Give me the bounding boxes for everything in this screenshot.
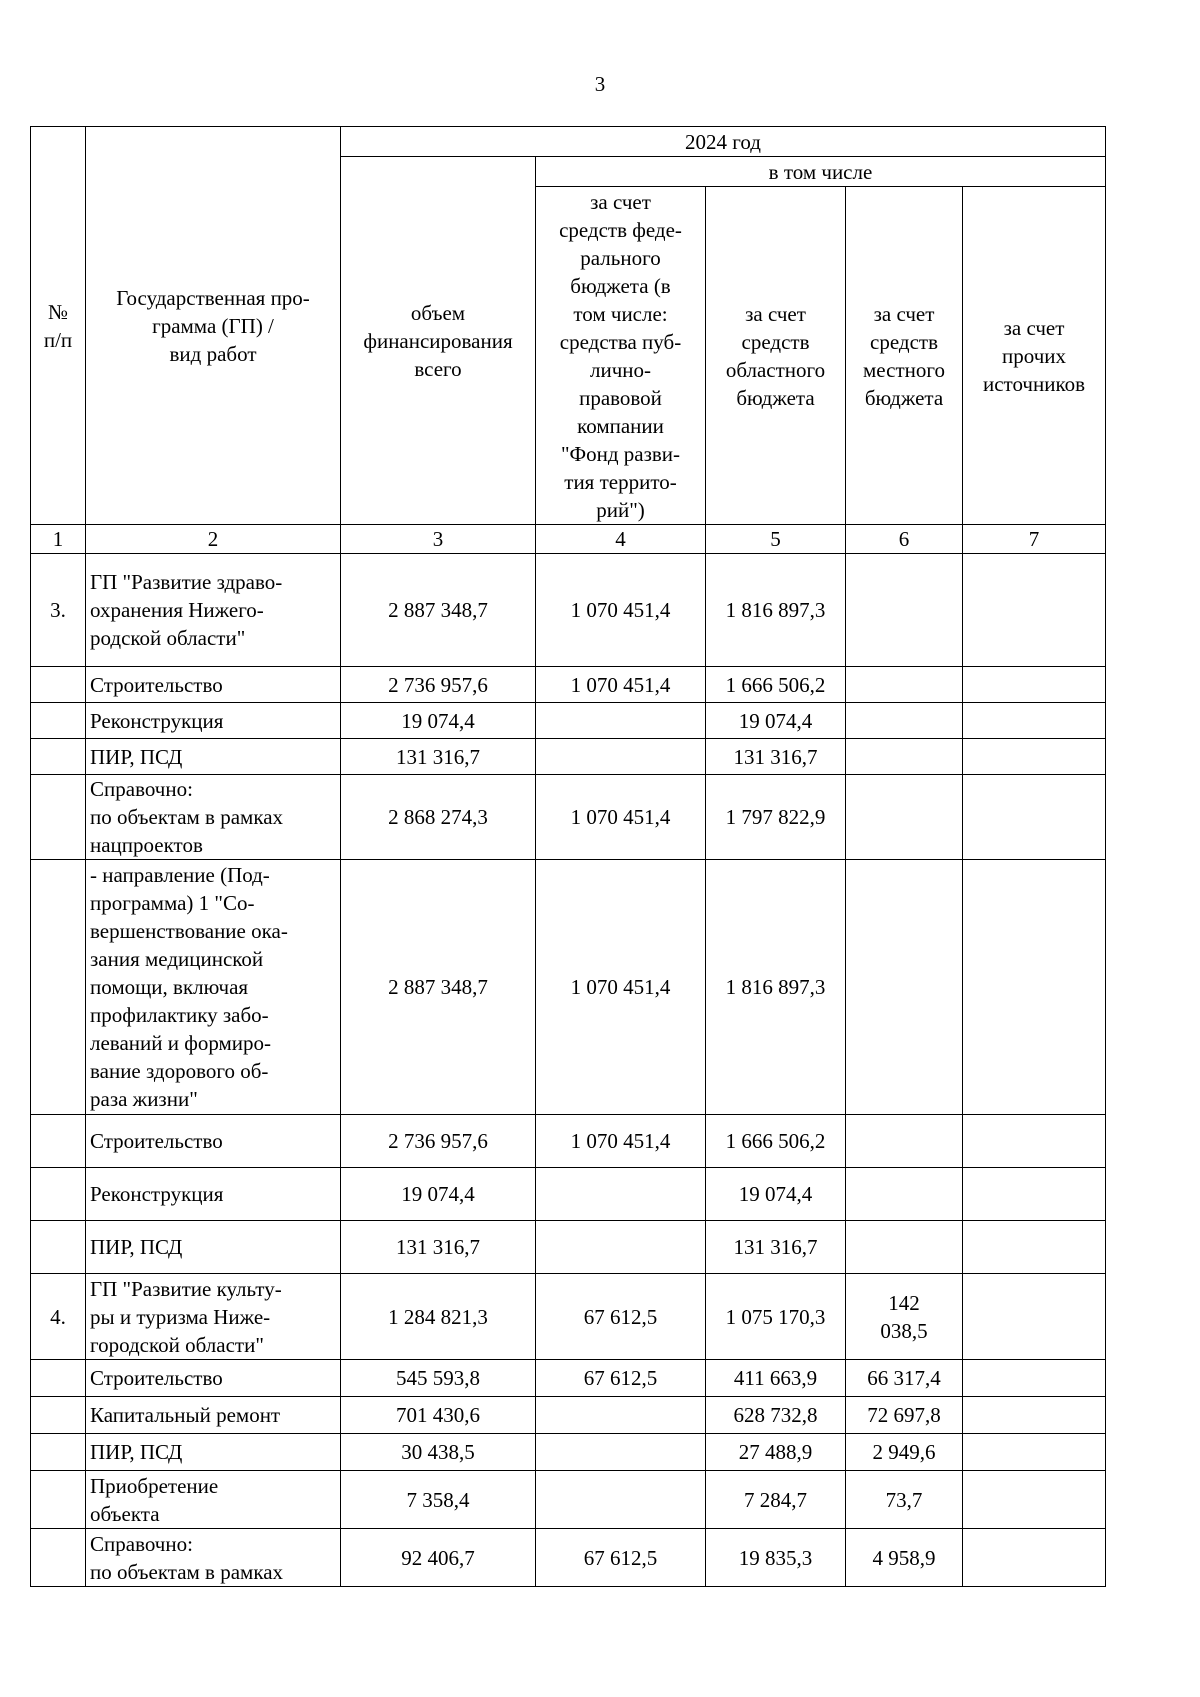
header-year: 2024 год	[341, 127, 1106, 157]
row-total: 30 438,5	[341, 1434, 536, 1471]
row-regional: 1 816 897,3	[706, 554, 846, 667]
row-regional: 131 316,7	[706, 739, 846, 775]
table-row	[31, 1221, 1106, 1274]
table-row	[31, 667, 1106, 703]
row-local: 72 697,8	[846, 1397, 963, 1434]
row-local	[846, 667, 963, 703]
row-local	[846, 554, 963, 667]
row-regional: 628 732,8	[706, 1397, 846, 1434]
row-regional: 411 663,9	[706, 1360, 846, 1397]
row-local	[846, 1221, 963, 1274]
row-other	[963, 739, 1106, 775]
table-row	[31, 860, 1106, 1115]
table-row	[31, 554, 1106, 667]
row-federal: 1 070 451,4	[536, 667, 706, 703]
row-federal: 67 612,5	[536, 1529, 706, 1587]
row-local	[846, 1115, 963, 1168]
row-name: Капитальный ремонт	[86, 1397, 341, 1434]
row-num	[31, 703, 86, 739]
row-num	[31, 860, 86, 1115]
row-num	[31, 1397, 86, 1434]
row-regional: 27 488,9	[706, 1434, 846, 1471]
row-total: 131 316,7	[341, 1221, 536, 1274]
row-name: ГП "Развитие культу- ры и туризма Ниже- городской области"	[86, 1274, 341, 1360]
table-row	[31, 775, 1106, 860]
row-federal	[536, 1168, 706, 1221]
row-total: 92 406,7	[341, 1529, 536, 1587]
row-regional: 1 075 170,3	[706, 1274, 846, 1360]
row-total: 1 284 821,3	[341, 1274, 536, 1360]
row-total: 545 593,8	[341, 1360, 536, 1397]
row-other	[963, 1529, 1106, 1587]
column-number: 3	[341, 525, 536, 554]
row-local: 142 038,5	[846, 1274, 963, 1360]
row-total: 701 430,6	[341, 1397, 536, 1434]
row-local: 2 949,6	[846, 1434, 963, 1471]
table-row	[31, 1115, 1106, 1168]
row-name: Реконструкция	[86, 703, 341, 739]
row-federal	[536, 1397, 706, 1434]
row-num	[31, 1221, 86, 1274]
column-number: 1	[31, 525, 86, 554]
row-name: Справочно: по объектам в рамках	[86, 1529, 341, 1587]
row-local	[846, 739, 963, 775]
row-total: 2 736 957,6	[341, 667, 536, 703]
table-row	[31, 1360, 1106, 1397]
row-name: ПИР, ПСД	[86, 1434, 341, 1471]
row-federal: 1 070 451,4	[536, 1115, 706, 1168]
row-other	[963, 775, 1106, 860]
column-number: 6	[846, 525, 963, 554]
row-total: 2 887 348,7	[341, 554, 536, 667]
row-num	[31, 1471, 86, 1529]
row-num	[31, 1115, 86, 1168]
row-federal	[536, 739, 706, 775]
row-regional: 1 797 822,9	[706, 775, 846, 860]
header-total: объем финансирования всего	[341, 157, 536, 525]
header-local: за счет средств местного бюджета	[846, 187, 963, 525]
column-number: 5	[706, 525, 846, 554]
row-num	[31, 739, 86, 775]
row-regional: 19 074,4	[706, 1168, 846, 1221]
row-other	[963, 1471, 1106, 1529]
row-federal	[536, 703, 706, 739]
row-name: ГП "Развитие здраво- охранения Нижего- родской области"	[86, 554, 341, 667]
row-federal: 1 070 451,4	[536, 860, 706, 1115]
table-row	[31, 1168, 1106, 1221]
row-other	[963, 703, 1106, 739]
row-name: Строительство	[86, 1115, 341, 1168]
row-federal	[536, 1471, 706, 1529]
column-number: 2	[86, 525, 341, 554]
row-other	[963, 1115, 1106, 1168]
header-num: № п/п	[31, 127, 86, 525]
row-other	[963, 1221, 1106, 1274]
row-total: 19 074,4	[341, 1168, 536, 1221]
row-local: 73,7	[846, 1471, 963, 1529]
table-row	[31, 1434, 1106, 1471]
row-num	[31, 1529, 86, 1587]
column-number: 7	[963, 525, 1106, 554]
row-num	[31, 1168, 86, 1221]
table-row	[31, 703, 1106, 739]
row-name: Приобретение объекта	[86, 1471, 341, 1529]
row-regional: 1 816 897,3	[706, 860, 846, 1115]
row-other	[963, 1168, 1106, 1221]
table-row	[31, 1397, 1106, 1434]
row-total: 7 358,4	[341, 1471, 536, 1529]
row-federal: 1 070 451,4	[536, 775, 706, 860]
row-num	[31, 1360, 86, 1397]
row-other	[963, 1360, 1106, 1397]
header-other: за счет прочих источников	[963, 187, 1106, 525]
row-other	[963, 667, 1106, 703]
row-other	[963, 860, 1106, 1115]
budget-table	[30, 126, 1106, 1587]
row-regional: 1 666 506,2	[706, 667, 846, 703]
row-total: 131 316,7	[341, 739, 536, 775]
row-name: Строительство	[86, 1360, 341, 1397]
row-regional: 131 316,7	[706, 1221, 846, 1274]
row-num	[31, 775, 86, 860]
row-other	[963, 554, 1106, 667]
row-federal	[536, 1221, 706, 1274]
header-including: в том числе	[536, 157, 1106, 187]
row-regional: 7 284,7	[706, 1471, 846, 1529]
row-name: Справочно: по объектам в рамках нацпроектов	[86, 775, 341, 860]
page-number: 3	[594, 72, 606, 96]
column-numbers-row	[31, 525, 1106, 554]
table-row	[31, 1529, 1106, 1587]
column-number: 4	[536, 525, 706, 554]
row-num: 4.	[31, 1274, 86, 1360]
row-total: 19 074,4	[341, 703, 536, 739]
row-federal: 67 612,5	[536, 1360, 706, 1397]
header-regional: за счет средств областного бюджета	[706, 187, 846, 525]
row-other	[963, 1397, 1106, 1434]
row-regional: 19 074,4	[706, 703, 846, 739]
row-total: 2 868 274,3	[341, 775, 536, 860]
row-name: ПИР, ПСД	[86, 1221, 341, 1274]
row-regional: 1 666 506,2	[706, 1115, 846, 1168]
row-name: - направление (Под- программа) 1 "Со- вершенствование ока- зания медицинской помощи, включая профилактику забо- леваний и формиро- вание здорового об- раза жизни"	[86, 860, 341, 1115]
row-regional: 19 835,3	[706, 1529, 846, 1587]
row-name: Реконструкция	[86, 1168, 341, 1221]
row-federal	[536, 1434, 706, 1471]
row-num	[31, 667, 86, 703]
row-total: 2 736 957,6	[341, 1115, 536, 1168]
row-num	[31, 1434, 86, 1471]
row-name: Строительство	[86, 667, 341, 703]
table-row	[31, 1471, 1106, 1529]
row-local	[846, 775, 963, 860]
table-row	[31, 739, 1106, 775]
row-local: 4 958,9	[846, 1529, 963, 1587]
row-name: ПИР, ПСД	[86, 739, 341, 775]
row-local	[846, 703, 963, 739]
header-program: Государственная про- грамма (ГП) / вид работ	[86, 127, 341, 525]
row-federal: 67 612,5	[536, 1274, 706, 1360]
row-other	[963, 1434, 1106, 1471]
row-local	[846, 1168, 963, 1221]
row-num: 3.	[31, 554, 86, 667]
table-row	[31, 1274, 1106, 1360]
row-local: 66 317,4	[846, 1360, 963, 1397]
row-total: 2 887 348,7	[341, 860, 536, 1115]
row-federal: 1 070 451,4	[536, 554, 706, 667]
header-federal: за счет средств феде- рального бюджета (в том числе: средства пуб- лично- правовой компании "Фонд разви- тия террито- рий")	[536, 187, 706, 525]
row-other	[963, 1274, 1106, 1360]
row-local	[846, 860, 963, 1115]
